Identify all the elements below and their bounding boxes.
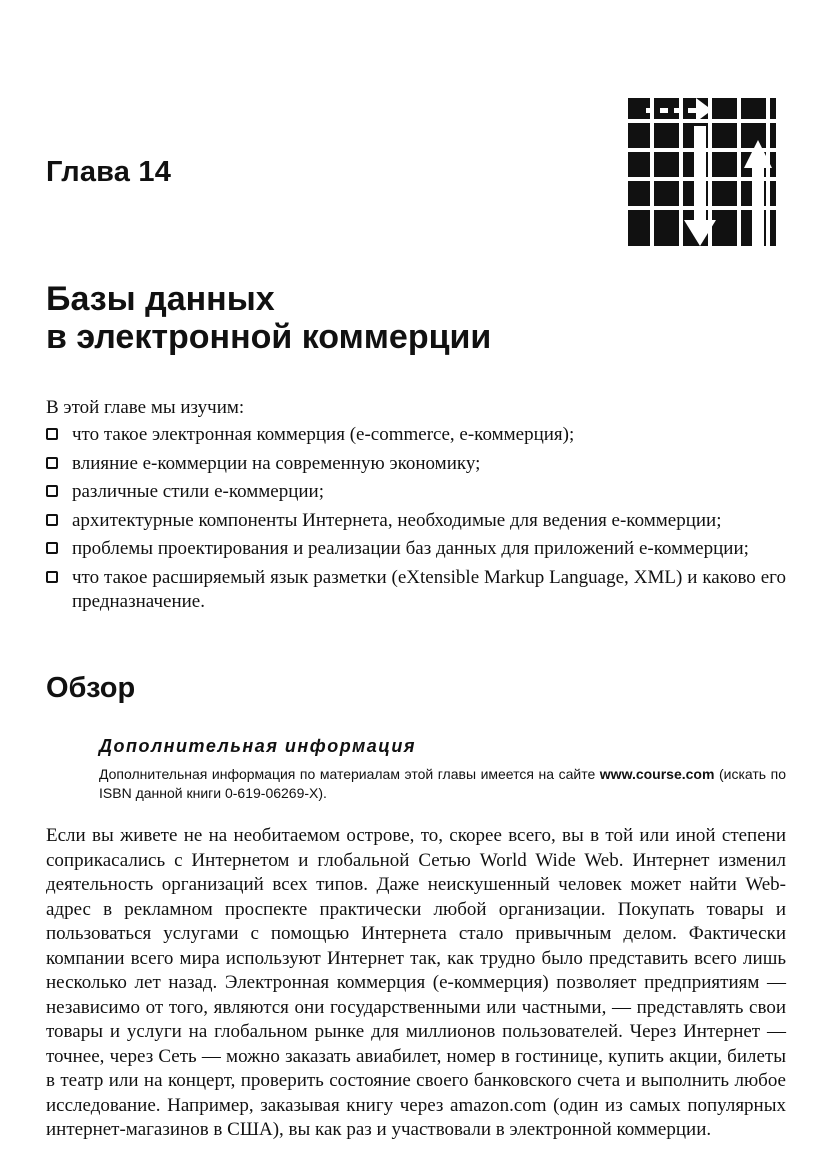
list-item-text: проблемы проектирования и реализации баз данных для приложений е-коммерции; [72,538,749,559]
body-paragraph: Если вы живете не на необитаемом острове, то, скорее всего, вы в той или иной степени соприкасались с Интернетом и глобальной Сетью World Wide Web. Интернет изменил деятельность организаций всех типов. Даже неискушенный человек может найти Web-адрес в рекламном проспекте практически любой организации. Покупать товары и пользоваться услугами с помощью Интернета стало привычным делом. Фактически компании всего мира используют Интернет так, как трудно было представить всего лишь несколько лет назад. Электронная коммерция (е-коммерция) позволяет предприятиям — независимо от того, являются они государственными или частными, — представлять свои товары и услуги на глобальном рынке для миллионов пользователей. Через Интернет — точнее, через Сеть — можно заказать авиабилет, номер в гостинице, купить акции, билеты в театр или на концерт, проверить состояние своего банковского счета и выполнить любое исследование. Например, заказывая книгу через amazon.com (один из самых популярных интернет-магазинов в США), вы как раз и участвовали в электронной коммерции. [46,825,786,1140]
checkbox-bullet-icon [46,571,58,583]
section-title: Обзор [46,672,136,704]
checkbox-bullet-icon [46,457,58,469]
additional-info-text-end: (искать по ISBN данной книги 0-619-06269-X). [99,766,787,801]
list-item [46,480,786,505]
list-item [46,452,786,477]
list-item-text: что такое электронная коммерция (e-commerce, е-коммерция); [72,424,575,445]
list-item [46,537,786,562]
list-item-text: архитектурные компоненты Интернета, необходимые для ведения е-коммерции; [72,509,722,531]
list-item-text: что такое расширяемый язык разметки (eXtensible Markup Language, XML) и каково его предназначение. [72,566,786,612]
chapter-title [46,280,491,356]
list-item-text: различные стили е-коммерции; [72,481,324,502]
additional-info-text [99,765,786,803]
chapter-label: Глава 14 [46,156,172,188]
list-item [46,509,786,534]
additional-info-text-start: Дополнительная информация по материалам этой главы имеется на сайте [99,766,596,782]
checkbox-bullet-icon [46,485,58,497]
checkbox-bullet-icon [46,428,58,440]
additional-info-box [99,736,786,803]
checkbox-bullet-icon [46,542,58,554]
website-link[interactable]: www.course.com [599,766,715,782]
chapter-grid-arrows-icon [628,98,776,246]
list-item [46,566,786,615]
additional-info-title: Дополнительная информация [99,736,417,756]
chapter-title-line-1: Базы данных [46,280,275,318]
list-item-text: влияние е-коммерции на современную экономику; [72,452,481,474]
list-item [46,423,786,448]
checkbox-bullet-icon [46,514,58,526]
chapter-title-line-2: в электронной коммерции [46,318,492,356]
objectives-intro: В этой главе мы изучим: [46,397,245,418]
objectives-list [46,423,786,619]
